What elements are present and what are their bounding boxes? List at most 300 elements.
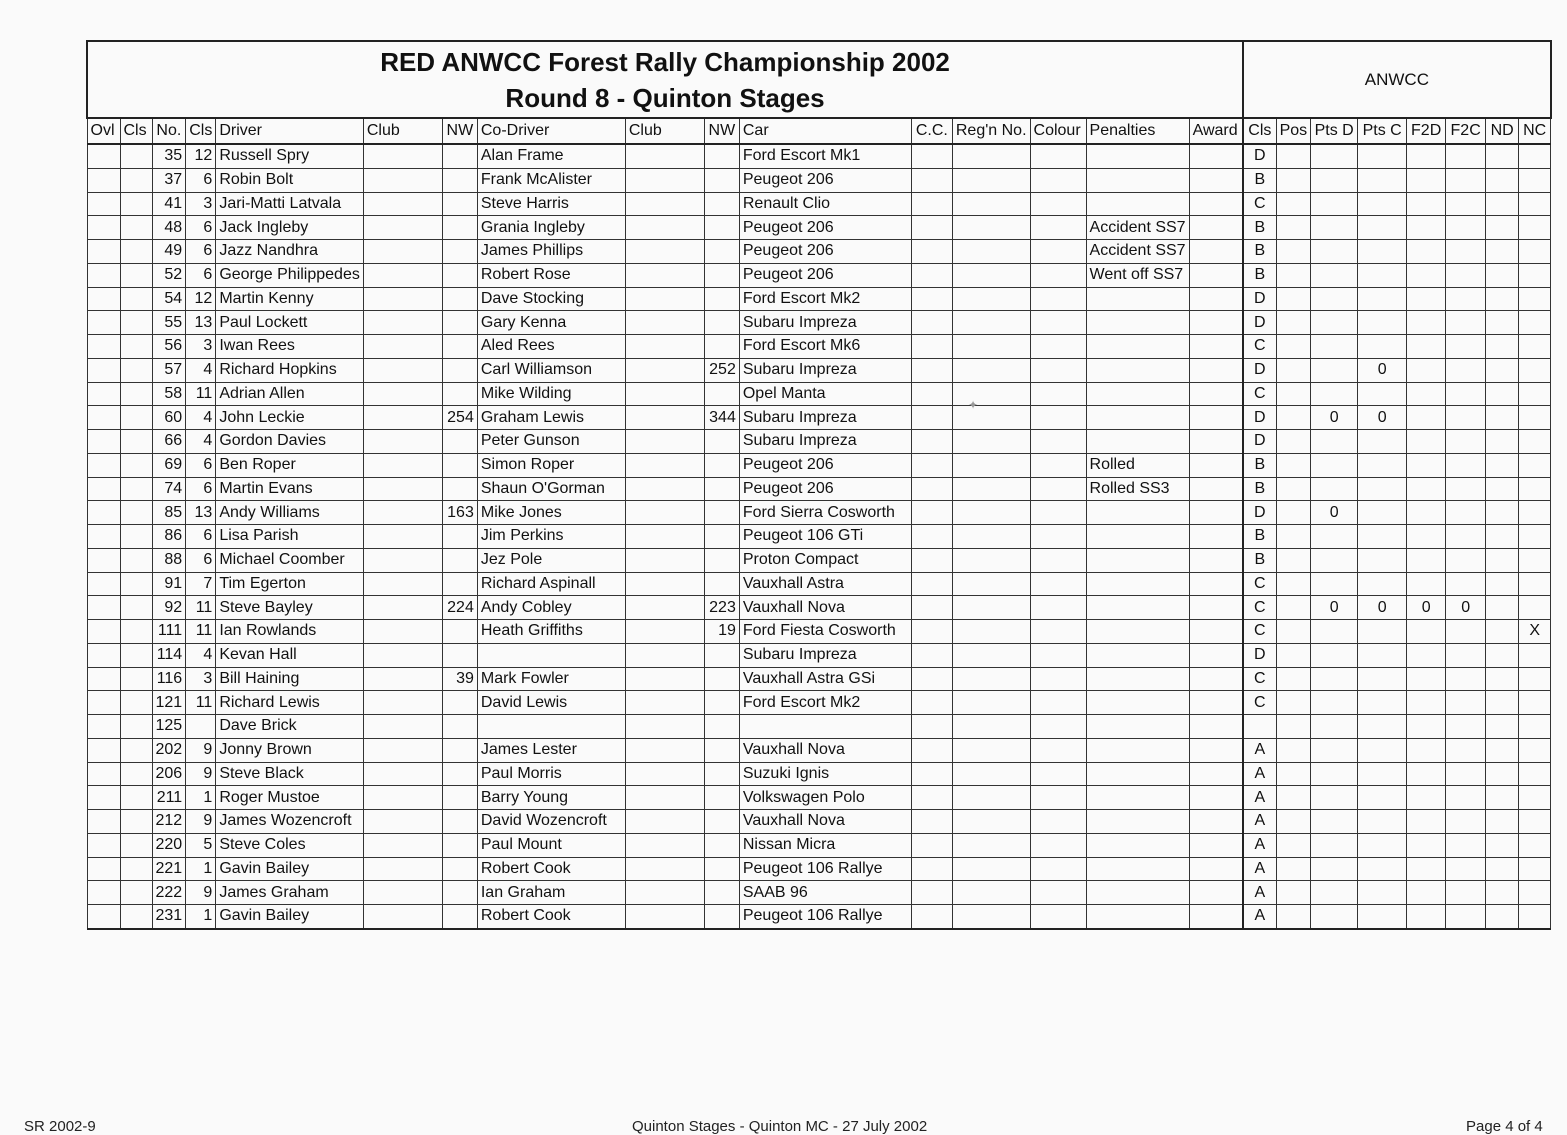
table-cell [625, 311, 704, 335]
table-cell: C [1243, 192, 1276, 216]
table-cell [1030, 738, 1086, 762]
table-cell [1311, 168, 1358, 192]
table-cell [1486, 620, 1519, 644]
table-cell: A [1243, 738, 1276, 762]
table-cell [1407, 857, 1446, 881]
table-cell [1486, 881, 1519, 905]
table-cell [120, 548, 152, 572]
table-cell [1486, 382, 1519, 406]
column-header: Penalties [1086, 118, 1189, 144]
table-cell [442, 311, 477, 335]
table-cell [363, 643, 442, 667]
table-row [87, 881, 1551, 905]
table-row [87, 786, 1551, 810]
table-cell: C [1243, 335, 1276, 359]
table-cell [442, 881, 477, 905]
table-cell: A [1243, 905, 1276, 929]
table-cell [1486, 263, 1519, 287]
table-cell [1276, 453, 1311, 477]
table-cell [1086, 786, 1189, 810]
table-cell [952, 762, 1030, 786]
table-cell: Robin Bolt [216, 168, 364, 192]
table-cell: 35 [152, 144, 186, 168]
table-cell [1030, 477, 1086, 501]
table-cell [1086, 691, 1189, 715]
table-cell [442, 216, 477, 240]
table-cell [1446, 643, 1486, 667]
table-cell: 344 [704, 406, 739, 430]
table-cell [1311, 263, 1358, 287]
table-row [87, 667, 1551, 691]
table-cell: 58 [152, 382, 186, 406]
table-cell [1189, 335, 1243, 359]
table-cell [1311, 572, 1358, 596]
table-cell: David Lewis [477, 691, 625, 715]
table-cell [442, 905, 477, 929]
table-cell [911, 833, 952, 857]
table-cell [120, 786, 152, 810]
table-cell [87, 525, 120, 549]
table-cell [952, 620, 1030, 644]
table-cell: Vauxhall Nova [739, 810, 911, 834]
table-cell [1030, 501, 1086, 525]
table-cell [1311, 881, 1358, 905]
table-cell [625, 667, 704, 691]
table-cell: Subaru Impreza [739, 430, 911, 454]
table-cell [625, 643, 704, 667]
column-header: F2D [1407, 118, 1446, 144]
table-cell [1276, 738, 1311, 762]
table-cell: Jack Ingleby [216, 216, 364, 240]
table-cell: D [1243, 430, 1276, 454]
table-cell [952, 311, 1030, 335]
table-cell [87, 168, 120, 192]
table-row [87, 738, 1551, 762]
table-cell: 48 [152, 216, 186, 240]
table-cell: James Lester [477, 738, 625, 762]
table-cell [1030, 643, 1086, 667]
table-cell: Peugeot 206 [739, 453, 911, 477]
table-cell: 0 [1407, 596, 1446, 620]
table-cell [120, 192, 152, 216]
table-cell [704, 548, 739, 572]
table-cell [625, 738, 704, 762]
table-cell [1030, 453, 1086, 477]
table-cell: 37 [152, 168, 186, 192]
table-cell [704, 525, 739, 549]
table-row [87, 810, 1551, 834]
table-cell [363, 691, 442, 715]
table-cell [1407, 168, 1446, 192]
table-cell [1276, 477, 1311, 501]
table-row [87, 453, 1551, 477]
table-cell [1358, 501, 1407, 525]
table-cell [952, 881, 1030, 905]
table-cell [1446, 477, 1486, 501]
table-cell: 3 [186, 335, 216, 359]
table-cell: 4 [186, 358, 216, 382]
table-cell: Jonny Brown [216, 738, 364, 762]
table-cell [1086, 311, 1189, 335]
table-cell: Barry Young [477, 786, 625, 810]
table-cell [704, 216, 739, 240]
table-cell [1446, 715, 1486, 739]
table-cell [1189, 168, 1243, 192]
table-cell [120, 287, 152, 311]
table-cell [1486, 738, 1519, 762]
table-cell [1276, 430, 1311, 454]
table-cell [1030, 620, 1086, 644]
table-cell [1276, 192, 1311, 216]
table-cell [363, 525, 442, 549]
table-cell [1407, 144, 1446, 168]
table-cell: 163 [442, 501, 477, 525]
table-cell [1519, 905, 1551, 929]
column-header: Pts C [1358, 118, 1407, 144]
table-cell: 211 [152, 786, 186, 810]
table-cell [952, 667, 1030, 691]
table-cell: 4 [186, 406, 216, 430]
table-cell [739, 715, 911, 739]
table-cell [1189, 905, 1243, 929]
table-cell: 57 [152, 358, 186, 382]
table-cell [952, 810, 1030, 834]
table-cell [1276, 620, 1311, 644]
table-cell [87, 240, 120, 264]
table-cell [1086, 168, 1189, 192]
table-cell [1311, 548, 1358, 572]
table-cell [911, 786, 952, 810]
title-block [87, 41, 1243, 118]
table-cell: Opel Manta [739, 382, 911, 406]
table-row [87, 144, 1551, 168]
table-cell [1407, 643, 1446, 667]
table-cell: Roger Mustoe [216, 786, 364, 810]
table-cell [1189, 525, 1243, 549]
table-cell [1446, 691, 1486, 715]
table-cell: 4 [186, 643, 216, 667]
table-cell [1407, 287, 1446, 311]
table-cell [1407, 477, 1446, 501]
table-cell [1519, 477, 1551, 501]
table-cell [1486, 501, 1519, 525]
table-cell [1086, 810, 1189, 834]
table-cell [625, 810, 704, 834]
table-cell [87, 501, 120, 525]
table-row [87, 216, 1551, 240]
table-cell: C [1243, 382, 1276, 406]
table-cell [363, 738, 442, 762]
table-cell: 0 [1358, 406, 1407, 430]
table-cell [1486, 144, 1519, 168]
table-cell: 1 [186, 905, 216, 929]
table-cell [704, 240, 739, 264]
table-cell [1358, 525, 1407, 549]
column-header: F2C [1446, 118, 1486, 144]
table-cell [87, 691, 120, 715]
table-row [87, 596, 1551, 620]
table-cell [1086, 525, 1189, 549]
table-cell: 6 [186, 548, 216, 572]
table-cell [442, 525, 477, 549]
table-cell [1086, 667, 1189, 691]
table-cell [363, 786, 442, 810]
table-cell [1407, 715, 1446, 739]
table-row [87, 833, 1551, 857]
table-cell [363, 168, 442, 192]
table-cell [363, 216, 442, 240]
table-cell [1030, 596, 1086, 620]
table-cell [1358, 240, 1407, 264]
table-cell [1276, 881, 1311, 905]
table-cell: 12 [186, 144, 216, 168]
table-cell: Went off SS7 [1086, 263, 1189, 287]
table-cell: Dave Brick [216, 715, 364, 739]
table-cell: Peugeot 206 [739, 263, 911, 287]
table-cell [952, 596, 1030, 620]
table-cell [625, 335, 704, 359]
table-cell [87, 596, 120, 620]
table-cell: 222 [152, 881, 186, 905]
table-row [87, 263, 1551, 287]
table-cell [1189, 810, 1243, 834]
table-cell [1407, 382, 1446, 406]
table-cell: C [1243, 667, 1276, 691]
table-cell [1030, 168, 1086, 192]
table-row [87, 477, 1551, 501]
table-cell [120, 382, 152, 406]
table-cell [1486, 691, 1519, 715]
table-cell [363, 620, 442, 644]
column-header: Co-Driver [477, 118, 625, 144]
table-cell: Vauxhall Nova [739, 738, 911, 762]
table-cell [1311, 382, 1358, 406]
table-cell [704, 762, 739, 786]
table-cell [1189, 715, 1243, 739]
table-cell: 0 [1446, 596, 1486, 620]
table-cell [1189, 620, 1243, 644]
table-cell: Ben Roper [216, 453, 364, 477]
table-cell [1446, 240, 1486, 264]
table-cell [87, 216, 120, 240]
table-cell [1486, 216, 1519, 240]
table-cell [1276, 358, 1311, 382]
table-cell [625, 358, 704, 382]
table-cell: 88 [152, 548, 186, 572]
column-header: Ovl [87, 118, 120, 144]
table-cell [363, 335, 442, 359]
table-cell [704, 715, 739, 739]
table-cell [363, 430, 442, 454]
column-header: Award [1189, 118, 1243, 144]
table-cell [120, 335, 152, 359]
table-cell [87, 715, 120, 739]
column-header: Colour [1030, 118, 1086, 144]
table-cell [87, 453, 120, 477]
table-cell [1030, 216, 1086, 240]
table-row [87, 620, 1551, 644]
table-cell: Peugeot 206 [739, 216, 911, 240]
table-cell [911, 358, 952, 382]
table-cell: Gavin Bailey [216, 905, 364, 929]
table-cell: Paul Morris [477, 762, 625, 786]
table-cell: 1 [186, 786, 216, 810]
table-cell [1189, 477, 1243, 501]
table-cell [1189, 548, 1243, 572]
table-cell [120, 643, 152, 667]
table-cell [704, 643, 739, 667]
table-cell: 0 [1311, 501, 1358, 525]
table-cell [1519, 525, 1551, 549]
table-cell [363, 501, 442, 525]
table-cell [1486, 311, 1519, 335]
table-cell [1446, 548, 1486, 572]
table-cell [1030, 144, 1086, 168]
table-row [87, 857, 1551, 881]
table-cell: C [1243, 596, 1276, 620]
table-cell: 252 [704, 358, 739, 382]
table-cell [442, 691, 477, 715]
table-cell: 13 [186, 501, 216, 525]
table-cell [704, 786, 739, 810]
table-cell: Accident SS7 [1086, 240, 1189, 264]
table-cell: Mark Fowler [477, 667, 625, 691]
table-cell: 6 [186, 168, 216, 192]
table-row [87, 311, 1551, 335]
table-cell [1519, 192, 1551, 216]
table-cell: Gary Kenna [477, 311, 625, 335]
table-cell [1358, 192, 1407, 216]
table-cell [363, 572, 442, 596]
table-cell [87, 620, 120, 644]
table-cell [1189, 192, 1243, 216]
table-cell [442, 762, 477, 786]
table-cell [442, 643, 477, 667]
table-cell [1407, 738, 1446, 762]
table-cell: 55 [152, 311, 186, 335]
table-cell: Rolled SS3 [1086, 477, 1189, 501]
table-cell: B [1243, 240, 1276, 264]
table-cell [363, 263, 442, 287]
table-row [87, 192, 1551, 216]
table-cell [1030, 335, 1086, 359]
table-cell: 11 [186, 620, 216, 644]
table-cell [952, 833, 1030, 857]
table-cell [1358, 643, 1407, 667]
table-cell [1276, 548, 1311, 572]
table-row [87, 406, 1551, 430]
table-cell: A [1243, 881, 1276, 905]
table-cell [1407, 691, 1446, 715]
table-cell [1086, 620, 1189, 644]
table-cell: D [1243, 287, 1276, 311]
table-cell: Dave Stocking [477, 287, 625, 311]
table-cell [952, 905, 1030, 929]
table-cell: 6 [186, 240, 216, 264]
table-cell [87, 477, 120, 501]
table-cell [1519, 453, 1551, 477]
table-cell [1276, 406, 1311, 430]
table-cell [1276, 168, 1311, 192]
table-cell [1311, 311, 1358, 335]
page-title: RED ANWCC Forest Rally Championship 2002 [380, 46, 950, 77]
table-cell [1030, 691, 1086, 715]
table-cell: 0 [1358, 596, 1407, 620]
entry-list-sheet [86, 40, 1552, 930]
table-cell [1030, 525, 1086, 549]
table-cell [952, 477, 1030, 501]
table-cell: Martin Evans [216, 477, 364, 501]
table-cell [120, 738, 152, 762]
table-cell [1311, 335, 1358, 359]
table-cell [1189, 881, 1243, 905]
table-cell: D [1243, 311, 1276, 335]
table-cell [87, 572, 120, 596]
table-cell [1276, 786, 1311, 810]
table-cell [120, 240, 152, 264]
table-cell: X [1519, 620, 1551, 644]
table-cell [1311, 810, 1358, 834]
table-cell [363, 192, 442, 216]
table-row [87, 525, 1551, 549]
table-cell [1446, 525, 1486, 549]
table-cell: Ian Rowlands [216, 620, 364, 644]
table-cell: A [1243, 857, 1276, 881]
table-cell: 231 [152, 905, 186, 929]
table-cell: 3 [186, 667, 216, 691]
table-cell: 212 [152, 810, 186, 834]
table-cell: Subaru Impreza [739, 358, 911, 382]
table-cell [625, 881, 704, 905]
table-cell [1311, 667, 1358, 691]
table-cell [442, 620, 477, 644]
table-cell [442, 382, 477, 406]
table-cell: Vauxhall Nova [739, 596, 911, 620]
table-cell [1030, 192, 1086, 216]
table-cell [911, 477, 952, 501]
table-cell [1189, 430, 1243, 454]
table-cell [1276, 572, 1311, 596]
table-cell [911, 643, 952, 667]
table-cell [704, 311, 739, 335]
table-cell [1519, 430, 1551, 454]
table-cell [1086, 643, 1189, 667]
table-row [87, 905, 1551, 929]
table-cell [1030, 358, 1086, 382]
table-cell [120, 525, 152, 549]
table-cell: 39 [442, 667, 477, 691]
table-cell [1358, 216, 1407, 240]
table-cell: Gordon Davies [216, 430, 364, 454]
table-cell: Alan Frame [477, 144, 625, 168]
table-cell: Suzuki Ignis [739, 762, 911, 786]
table-cell [1446, 620, 1486, 644]
table-cell [625, 453, 704, 477]
table-cell [1030, 881, 1086, 905]
table-cell [1189, 311, 1243, 335]
table-cell: Lisa Parish [216, 525, 364, 549]
table-cell [120, 810, 152, 834]
table-cell [911, 240, 952, 264]
table-cell [1086, 358, 1189, 382]
table-cell [1486, 430, 1519, 454]
table-cell [1030, 430, 1086, 454]
table-cell [120, 168, 152, 192]
table-cell [704, 691, 739, 715]
table-cell [1358, 311, 1407, 335]
table-cell: B [1243, 525, 1276, 549]
table-cell [87, 905, 120, 929]
